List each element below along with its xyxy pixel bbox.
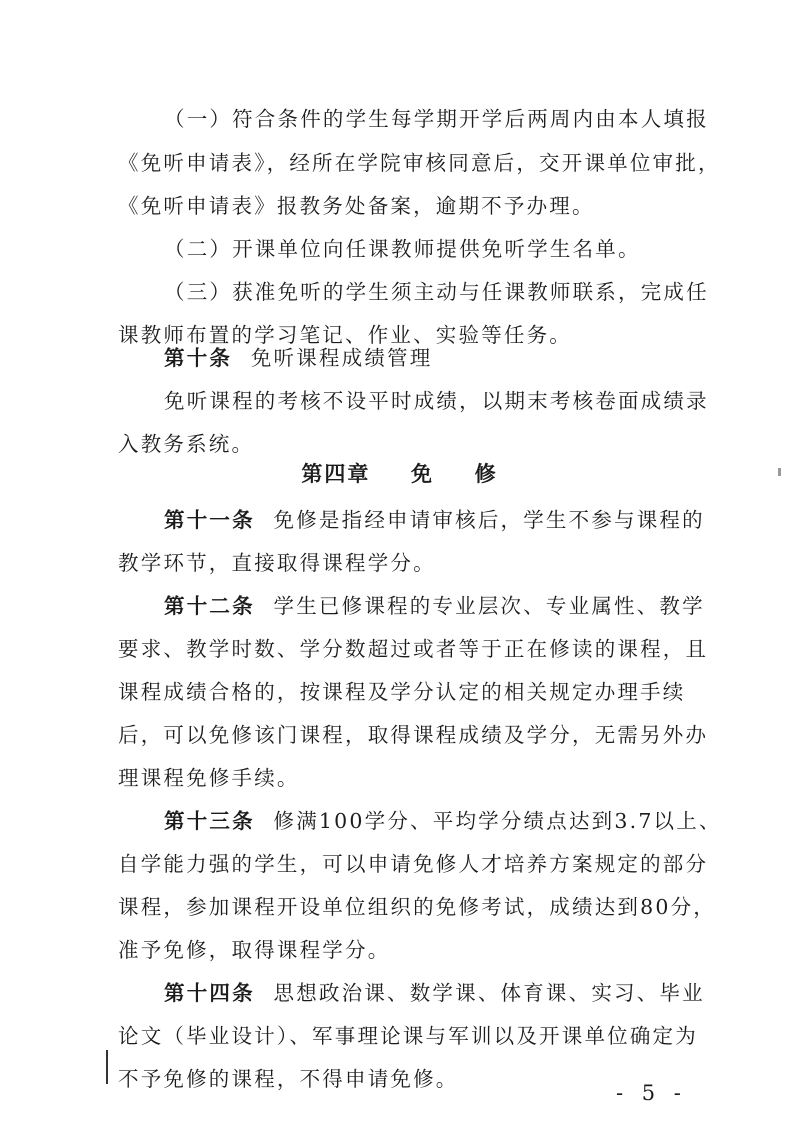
chapter-title-char: 修 — [474, 462, 498, 486]
text-line: （三）获准免听的学生须主动与任课教师联系，完成任 — [164, 280, 709, 304]
text-line: 入教务系统。 — [118, 432, 255, 456]
article-label: 第十二条 — [164, 594, 255, 618]
article-text: 修满100学分、平均学分绩点达到3.7以上、 — [273, 809, 722, 833]
chapter-heading — [0, 452, 799, 496]
text-line: 后，可以免修该门课程，取得课程成绩及学分，无需另外办 — [118, 723, 709, 747]
text-line: （二）开课单位向任课教师提供免听学生名单。 — [164, 237, 641, 261]
text-line: 不予免修的课程，不得申请免修。 — [118, 1067, 459, 1091]
text-line: 课程，参加课程开设单位组织的免修考试，成绩达到80分， — [118, 895, 716, 919]
article-line — [164, 498, 705, 542]
text-line: 《免听申请表》报教务处备案，逾期不予办理。 — [118, 194, 595, 218]
text-line: 准予免修，取得课程学分。 — [118, 938, 391, 962]
text-line: （一）符合条件的学生每学期开学后两周内由本人填报 — [164, 107, 709, 131]
binding-margin-mark — [106, 1050, 108, 1084]
article-label: 第十四条 — [164, 981, 255, 1005]
article-text: 学生已修课程的专业层次、专业属性、教学 — [273, 594, 705, 618]
article-line — [164, 336, 678, 380]
text-line: 理课程免修手续。 — [118, 766, 300, 790]
text-line: 课程成绩合格的，按课程及学分认定的相关规定办理手续 — [118, 680, 686, 704]
article-line — [164, 799, 722, 843]
text-line: 课教师布置的学习笔记、作业、实验等任务。 — [118, 323, 572, 347]
text-line: 教学环节，直接取得课程学分。 — [118, 551, 436, 575]
article-line — [164, 971, 705, 1015]
scan-speck — [778, 468, 781, 476]
article-text: 免修是指经申请审核后，学生不参与课程的 — [273, 508, 705, 532]
article-label: 第十条 — [164, 346, 233, 370]
text-line: 论文（毕业设计）、军事理论课与军训以及开课单位确定为 — [118, 1024, 698, 1048]
text-line: 免听课程的考核不设平时成绩，以期末考核卷面成绩录 — [164, 389, 709, 413]
page-number: - 5 - — [616, 1081, 687, 1105]
article-label: 第十一条 — [164, 508, 255, 532]
chapter-number: 第四章 — [301, 462, 371, 486]
text-line: 自学能力强的学生，可以申请免修人才培养方案规定的部分 — [118, 852, 709, 876]
text-line: 《免听申请表》，经所在学院审核同意后，交开课单位审批， — [118, 151, 721, 175]
text-line: 要求、教学时数、学分数超过或者等于正在修读的课程，且 — [118, 637, 709, 661]
article-text: 思想政治课、数学课、体育课、实习、毕业 — [273, 981, 705, 1005]
chapter-title-char: 免 — [411, 462, 434, 486]
article-line — [164, 584, 705, 628]
article-text: 免听课程成绩管理 — [250, 346, 433, 370]
article-label: 第十三条 — [164, 809, 255, 833]
